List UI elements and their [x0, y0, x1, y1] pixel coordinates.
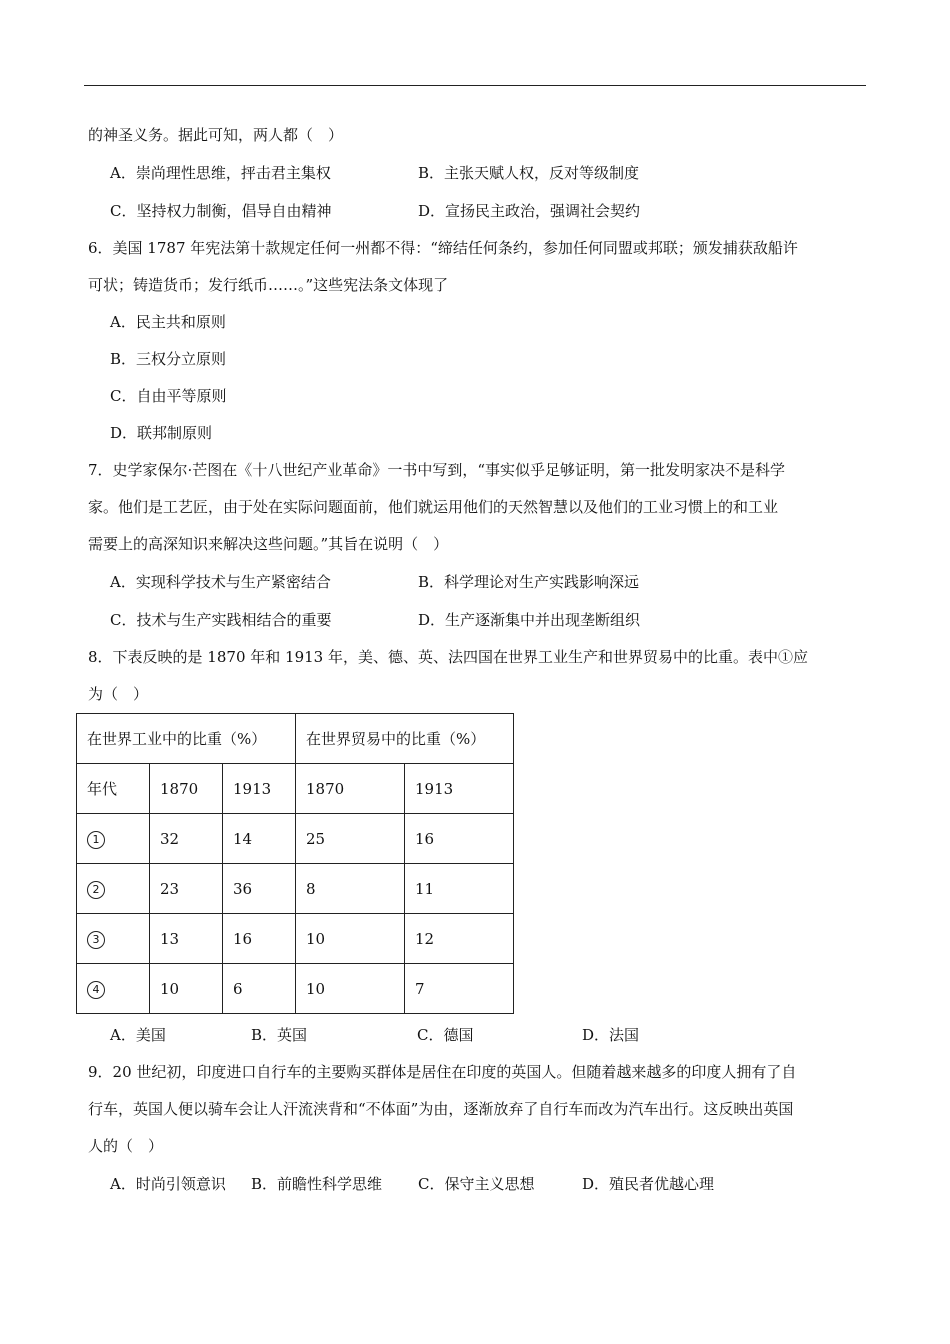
year-cell: 1913 [223, 764, 296, 814]
table-year-row [77, 764, 514, 814]
table-cell: 32 [150, 814, 223, 864]
q7-option-a[interactable]: A．实现科学技术与生产紧密结合 [110, 573, 331, 591]
question-block-upper [88, 117, 866, 713]
q9-option-d[interactable]: D．殖民者优越心理 [582, 1175, 715, 1193]
table-row [77, 864, 514, 914]
table-cell: 10 [296, 964, 405, 1014]
q8-option-d[interactable]: D．法国 [582, 1026, 640, 1044]
q5-tail: 的神圣义务。据此可知，两人都（ ） [88, 126, 344, 144]
q8-option-b[interactable]: B．英国 [251, 1026, 308, 1044]
table-cell: 10 [150, 964, 223, 1014]
year-cell: 1870 [296, 764, 405, 814]
circled-number: 3 [87, 931, 105, 949]
q9-option-c[interactable]: C．保守主义思想 [418, 1175, 535, 1193]
row-mark [77, 864, 150, 914]
circled-number: 4 [87, 981, 105, 999]
row-mark [77, 814, 150, 864]
q6-stem-line2: 可状；铸造货币；发行纸币……。”这些宪法条文体现了 [88, 276, 449, 294]
q7-stem-line3: 需要上的高深知识来解决这些问题。”其旨在说明（ ） [88, 535, 449, 553]
row-mark [77, 914, 150, 964]
table-cell: 16 [405, 814, 514, 864]
q5-options-ab [88, 154, 866, 192]
table-cell: 23 [150, 864, 223, 914]
q9-options [88, 1165, 866, 1203]
table-cell: 13 [150, 914, 223, 964]
q7-stem-line1: 7．史学家保尔·芒图在《十八世纪产业革命》一书中写到，“事实似乎足够证明，第一批发明家决不是科学 [88, 461, 785, 479]
q8-stem-line1: 8．下表反映的是 1870 年和 1913 年，美、德、英、法四国在世界工业生产和世界贸易中的比重。表中①应 [88, 648, 808, 666]
table-cell: 7 [405, 964, 514, 1014]
q6-option-d[interactable]: D．联邦制原则 [110, 424, 213, 442]
q9-stem-line1: 9．20 世纪初，印度进口自行车的主要购买群体是居住在印度的英国人。但随着越来越多的印度人拥有了自 [88, 1063, 797, 1081]
q8-stem-line2: 为（ ） [88, 685, 149, 703]
q5-option-d[interactable]: D．宣扬民主政治，强调社会契约 [418, 202, 641, 220]
q5-option-c[interactable]: C．坚持权力制衡，倡导自由精神 [110, 202, 332, 220]
q7-option-c[interactable]: C．技术与生产实践相结合的重要 [110, 611, 332, 629]
row-mark [77, 964, 150, 1014]
table-row [77, 964, 514, 1014]
col-label: 年代 [77, 764, 150, 814]
q7-options-cd [88, 601, 866, 639]
q8-options [88, 1016, 866, 1054]
q7-options-ab [88, 563, 866, 601]
q8-data-table [76, 713, 514, 1014]
q6-option-a[interactable]: A．民主共和原则 [110, 313, 226, 331]
q9-stem-line3: 人的（ ） [88, 1137, 164, 1155]
table-row [77, 914, 514, 964]
year-cell: 1913 [405, 764, 514, 814]
q5-options-cd [88, 192, 866, 230]
table-cell: 16 [223, 914, 296, 964]
q7-option-d[interactable]: D．生产逐渐集中并出现垄断组织 [418, 611, 641, 629]
q7-stem-line2: 家。他们是工艺匠，由于处在实际问题面前，他们就运用他们的天然智慧以及他们的工业习惯上的和工业 [88, 498, 779, 516]
table-cell: 6 [223, 964, 296, 1014]
table-row [77, 814, 514, 864]
q9-stem-line2: 行车，英国人便以骑车会让人汗流浃背和“不体面”为由，逐渐放弃了自行车而改为汽车出行。这反映出英国 [88, 1100, 794, 1118]
q8-option-c[interactable]: C．德国 [417, 1026, 474, 1044]
header-industry: 在世界工业中的比重（%） [77, 714, 296, 764]
q6-option-b[interactable]: B．三权分立原则 [110, 350, 227, 368]
q5-option-a[interactable]: A．崇尚理性思维，抨击君主集权 [110, 164, 331, 182]
q7-option-b[interactable]: B．科学理论对生产实践影响深远 [418, 573, 640, 591]
q9-option-b[interactable]: B．前瞻性科学思维 [251, 1175, 383, 1193]
q9-option-a[interactable]: A．时尚引领意识 [110, 1175, 226, 1193]
q5-option-b[interactable]: B．主张天赋人权，反对等级制度 [418, 164, 640, 182]
table-cell: 12 [405, 914, 514, 964]
table-cell: 8 [296, 864, 405, 914]
table-cell: 14 [223, 814, 296, 864]
circled-number: 1 [87, 831, 105, 849]
q6-stem-line1: 6．美国 1787 年宪法第十款规定任何一州都不得：“缔结任何条约，参加任何同盟或邦联；颁发捕获敌船许 [88, 239, 798, 257]
header-trade: 在世界贸易中的比重（%） [296, 714, 514, 764]
table-cell: 11 [405, 864, 514, 914]
table-cell: 25 [296, 814, 405, 864]
q8-option-a[interactable]: A．美国 [110, 1026, 166, 1044]
table-header-row [77, 714, 514, 764]
table-cell: 36 [223, 864, 296, 914]
year-cell: 1870 [150, 764, 223, 814]
circled-number: 2 [87, 881, 105, 899]
table-cell: 10 [296, 914, 405, 964]
header-rule [84, 85, 866, 86]
question-block-lower [88, 1016, 866, 1203]
q6-option-c[interactable]: C．自由平等原则 [110, 387, 227, 405]
